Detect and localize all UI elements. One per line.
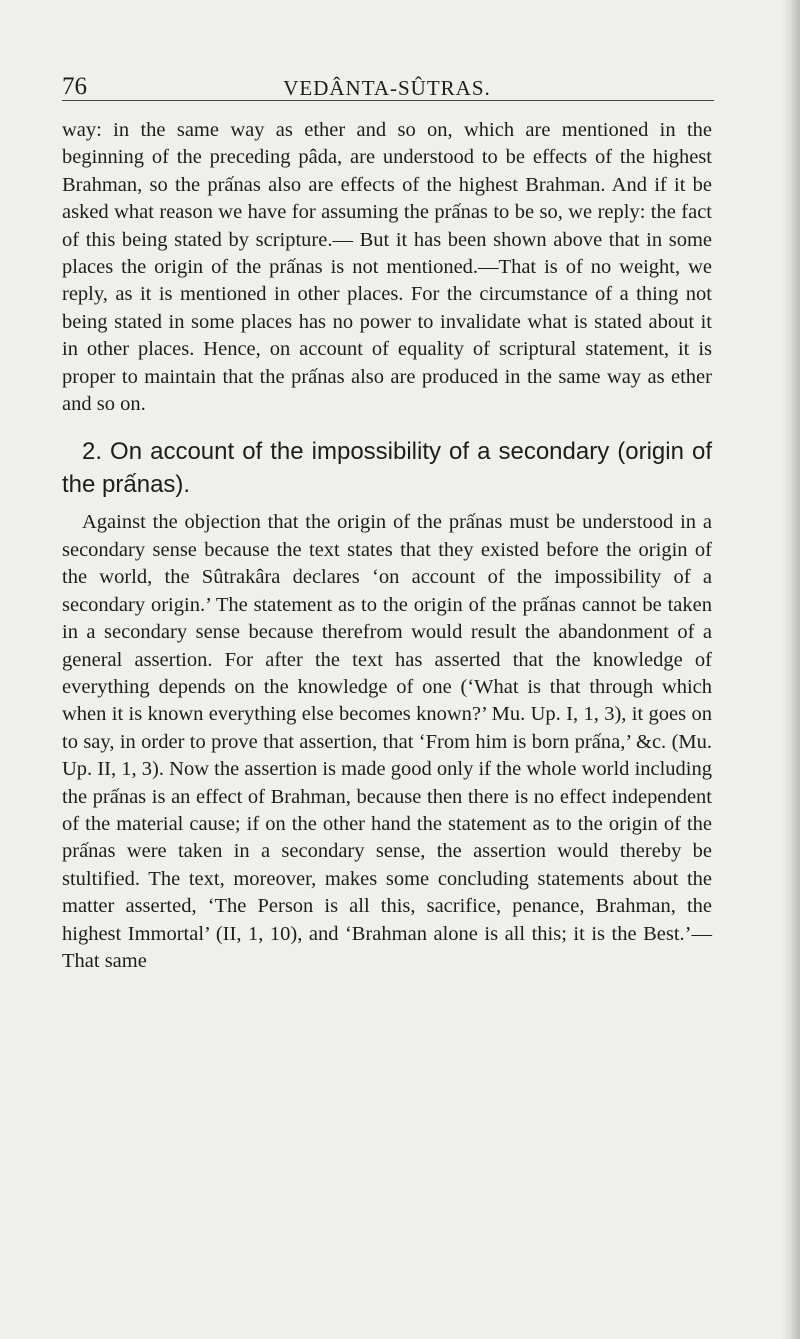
commentary-paragraph: Against the objection that the origin of the prấnas must be understood in a secondary sense because the text states that they existed before the origin of the world, the Sûtrakâra declares ‘on account of the impossibility of a secondary origin.’ The statement as to the origin of the prấnas cannot be taken in a secondary sense because therefrom would result the abandonment of a general assertion. For after the text has asserted that the knowledge of everything depends on the knowledge of one (‘What is that through which when it is known everything else becomes known?’ Mu. Up. I, 1, 3), it goes on to say, in order to prove that assertion, that ‘From him is born prấna,’ &c. (Mu. Up. II, 1, 3). Now the assertion is made good only if the whole world including the prấnas is an effect of Brahman, because then there is no effect independent of the material cause; if on the other hand the statement as to the origin of the prấnas were taken in a secondary sense, the assertion would thereby be stultified. The text, moreover, makes some concluding statements about the matter asserted, ‘The Person is all this, sacrifice, penance, Brahman, the highest Immortal’ (II, 1, 10), and ‘Brahman alone is all this; it is the Best.’—That same — [62, 511, 712, 972]
header-rule — [62, 100, 714, 101]
running-title: VEDÂNTA-SÛTRAS. — [283, 76, 491, 100]
continued-paragraph: way: in the same way as ether and so on, which are mentioned in the beginning of the preceding pâda, are understood to be effects of the highest Brahman, so the prấnas also are effects of the highest Brahman. And if it be asked what reason we have for assuming the prấnas to be so, we reply: the fact of this being stated by scripture.— But it has been shown above that in some places the origin of the prấnas is not mentioned.—That is of no weight, we reply, as it is mentioned in other places. For the circumstance of a thing not being stated in some places has no power to invalidate what is stated about it in other places. Hence, on account of equality of scriptural statement, it is proper to maintain that the prấnas also are produced in the same way as ether and so on. — [62, 119, 712, 416]
page-body — [62, 117, 712, 975]
page-number: 76 — [62, 73, 87, 100]
sutra-heading: 2. On account of the impossibility of a secondary (origin of the prấnas). — [62, 438, 712, 499]
page-edge-shadow — [782, 0, 800, 1339]
page-header — [62, 72, 712, 108]
